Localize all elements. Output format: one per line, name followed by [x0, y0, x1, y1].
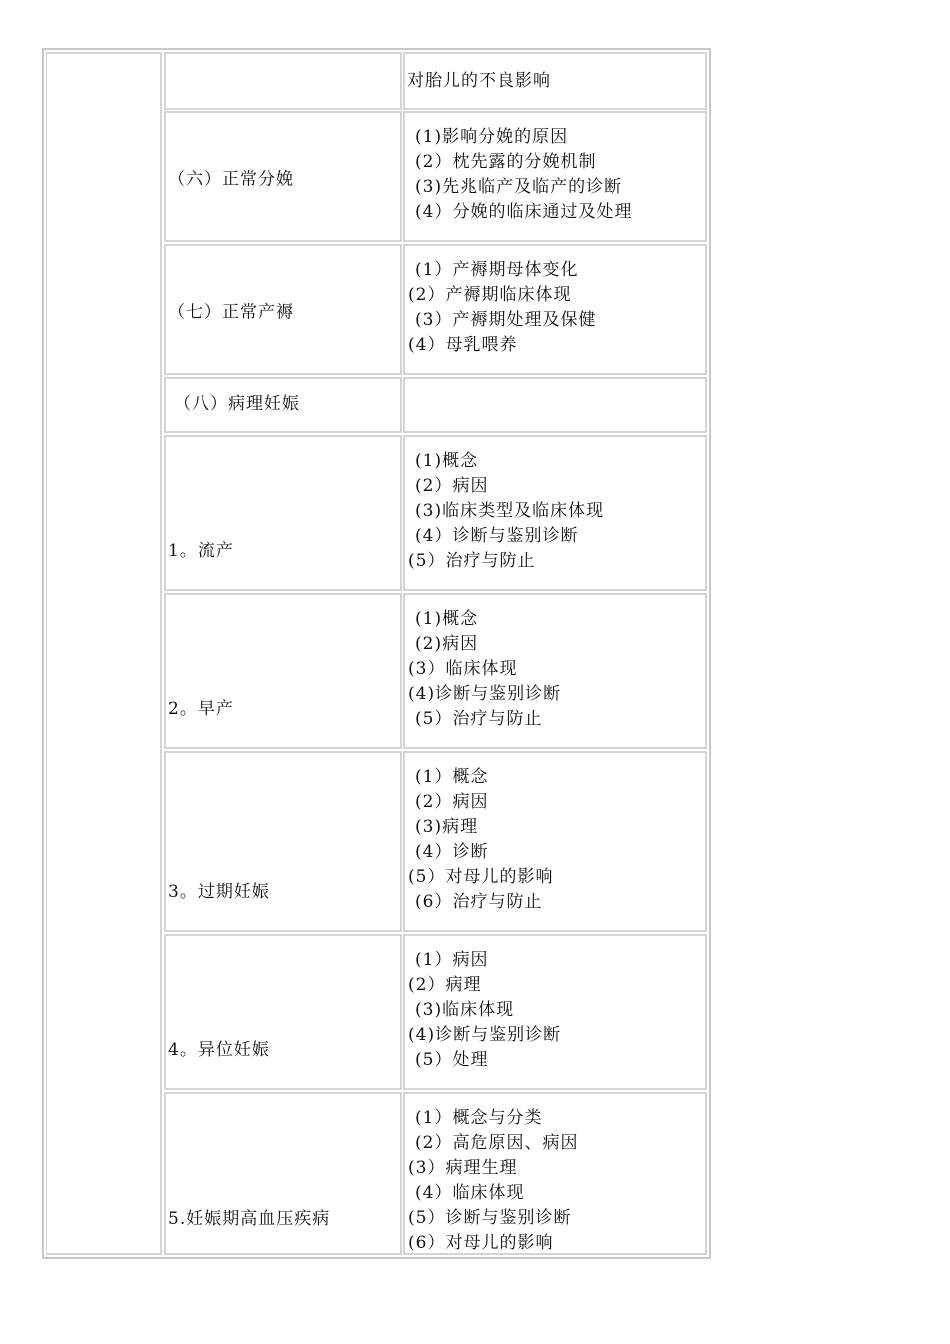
list-item: (1）概念与分类	[415, 1108, 543, 1128]
content-list	[408, 449, 604, 574]
list-item: (2）病因	[415, 792, 489, 812]
list-item: (1)概念	[415, 451, 479, 471]
syllabus-table	[42, 48, 711, 1259]
table-row	[164, 111, 707, 242]
topic-cell	[164, 244, 402, 375]
list-item: (5）治疗与防止	[408, 551, 536, 571]
topic-cell	[164, 52, 402, 110]
topic-label: （八）病理妊娠	[174, 394, 300, 414]
content-list	[408, 765, 553, 915]
content-cell	[403, 435, 707, 591]
topic-label: （六）正常分娩	[168, 169, 294, 189]
list-item: (4)诊断与鉴别诊断	[408, 684, 562, 704]
content-cell	[403, 751, 707, 932]
content-list	[408, 125, 632, 225]
list-item: (4）诊断与鉴别诊断	[415, 526, 579, 546]
table-row	[164, 593, 707, 749]
topic-cell	[164, 435, 402, 591]
content-cell	[403, 52, 707, 110]
topic-label: 5.妊娠期高血压疾病	[168, 1209, 331, 1229]
list-item: (2）高危原因、病因	[415, 1133, 579, 1153]
topic-cell	[164, 751, 402, 932]
list-item: (3)临床类型及临床体现	[415, 501, 605, 521]
table-row	[164, 934, 707, 1090]
list-item: (3)临床体现	[415, 1000, 515, 1020]
topic-label: 3。过期妊娠	[168, 882, 270, 902]
content-text: 对胎儿的不良影响	[407, 71, 551, 91]
content-list	[408, 258, 596, 358]
list-item: (4）临床体现	[415, 1183, 525, 1203]
table-row	[164, 377, 707, 433]
list-item: (1)影响分娩的原因	[415, 127, 569, 147]
list-item: (1）概念	[415, 767, 489, 787]
content-cell	[403, 111, 707, 242]
table-row	[164, 244, 707, 375]
list-item: (5）诊断与鉴别诊断	[408, 1208, 572, 1228]
list-item: (3）临床体现	[408, 659, 518, 679]
content-list	[408, 607, 561, 732]
topic-label: （七）正常产褥	[168, 302, 294, 322]
topic-cell	[164, 377, 402, 433]
content-cell	[403, 593, 707, 749]
list-item: (4）母乳喂养	[408, 335, 518, 355]
list-item: (1)概念	[415, 609, 479, 629]
list-item: (1）产褥期母体变化	[415, 260, 579, 280]
list-item: (5）处理	[415, 1050, 489, 1070]
list-item: (5）对母儿的影响	[408, 867, 554, 887]
table-row	[164, 751, 707, 932]
content-cell	[403, 377, 707, 433]
topic-cell	[164, 111, 402, 242]
content-list	[408, 1106, 578, 1256]
table-row	[164, 1092, 707, 1255]
list-item: (3)病理	[415, 817, 479, 837]
table-row	[164, 52, 707, 110]
content-list	[408, 948, 561, 1073]
list-item: (6）对母儿的影响	[408, 1233, 554, 1253]
list-item: (4）分娩的临床通过及处理	[415, 202, 633, 222]
list-item: (1）病因	[415, 950, 489, 970]
topic-cell	[164, 934, 402, 1090]
list-item: (2）病因	[415, 476, 489, 496]
content-cell	[403, 934, 707, 1090]
list-item: (3）产褥期处理及保健	[415, 310, 597, 330]
topic-label: 4。异位妊娠	[168, 1040, 270, 1060]
list-item: (4)诊断与鉴别诊断	[408, 1025, 562, 1045]
topic-cell	[164, 593, 402, 749]
list-item: (3)先兆临产及临产的诊断	[415, 177, 623, 197]
topic-label: 1。流产	[168, 541, 234, 561]
list-item: (3）病理生理	[408, 1158, 518, 1178]
content-cell	[403, 244, 707, 375]
content-cell	[403, 1092, 707, 1255]
list-item: (2)病因	[415, 634, 479, 654]
table-first-column	[46, 52, 162, 1255]
list-item: (5）治疗与防止	[415, 709, 543, 729]
list-item: (2）病理	[408, 975, 482, 995]
list-item: (2）产褥期临床体现	[408, 285, 572, 305]
list-item: (2）枕先露的分娩机制	[415, 152, 597, 172]
list-item: (6）治疗与防止	[415, 892, 543, 912]
list-item: (4）诊断	[415, 842, 489, 862]
topic-label: 2。早产	[168, 699, 234, 719]
table-row	[164, 435, 707, 591]
topic-cell	[164, 1092, 402, 1255]
